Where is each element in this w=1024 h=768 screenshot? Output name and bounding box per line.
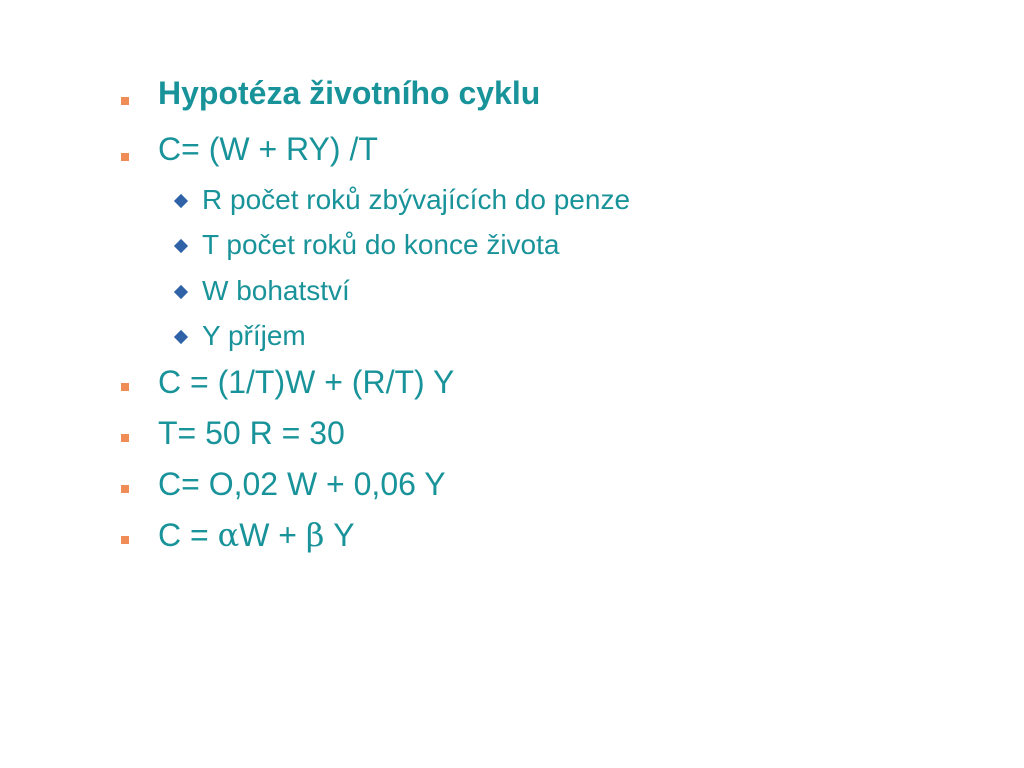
- parameter-values: T= 50 R = 30: [158, 415, 345, 451]
- consumption-equation: C = (1/T)W + (R/T) Y: [158, 364, 455, 400]
- diamond-bullet-icon: [174, 330, 188, 344]
- square-bullet-icon: [121, 434, 129, 442]
- general-equation-suffix: Y: [324, 517, 355, 553]
- diamond-bullet-icon: [174, 285, 188, 299]
- square-bullet-icon: [121, 485, 129, 493]
- beta-symbol: β: [305, 516, 325, 554]
- numeric-equation: C= O,02 W + 0,06 Y: [158, 466, 446, 502]
- general-equation-prefix: C =: [158, 517, 218, 553]
- sub-item-w: W bohatství: [202, 275, 350, 306]
- square-bullet-icon: [121, 383, 129, 391]
- general-equation: [158, 516, 355, 554]
- sub-item-r: R počet roků zbývajících do penze: [202, 184, 631, 215]
- diamond-bullet-icon: [174, 194, 188, 208]
- general-equation-middle: W +: [239, 517, 306, 553]
- diamond-bullet-icon: [174, 239, 188, 253]
- square-bullet-icon: [121, 153, 129, 161]
- formula-item: C= (W + RY) /T: [158, 131, 378, 167]
- alpha-symbol: α: [217, 516, 240, 554]
- sub-item-y: Y příjem: [202, 320, 306, 351]
- slide-title: Hypotéza životního cyklu: [158, 75, 541, 111]
- sub-item-t: T počet roků do konce života: [202, 229, 560, 260]
- square-bullet-icon: [121, 536, 129, 544]
- square-bullet-icon: [121, 97, 129, 105]
